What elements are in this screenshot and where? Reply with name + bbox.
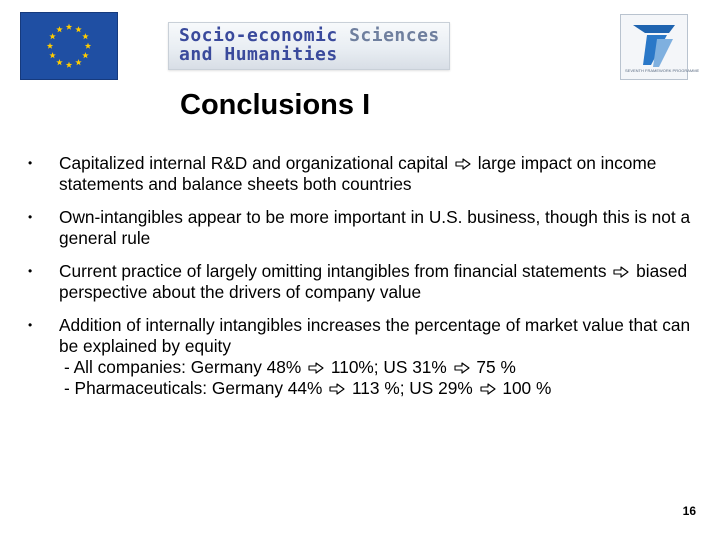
fp7-logo	[620, 14, 700, 80]
banner-word: Sciences	[349, 25, 440, 46]
sub-line	[59, 378, 698, 399]
eu-star-icon	[75, 59, 81, 65]
bullet-text: Own-intangibles appear to be more important in U.S. business, though this is not a general rule	[59, 207, 691, 248]
eu-flag-logo	[20, 12, 118, 80]
eu-star-icon	[47, 43, 53, 49]
banner-word: Socio-economic	[179, 25, 338, 46]
bullet-icon: •	[28, 264, 33, 278]
right-arrow-icon	[455, 158, 471, 170]
right-arrow-icon	[613, 266, 629, 278]
eu-star-icon	[49, 52, 55, 58]
slide-title: Conclusions I	[180, 89, 371, 121]
bullet-text: Current practice of largely omitting intangibles from financial statements	[59, 261, 607, 281]
eu-star-icon	[56, 59, 62, 65]
eu-star-icon	[82, 33, 88, 39]
sub-text: - All companies: Germany 48%	[64, 357, 302, 377]
bullet-icon: •	[28, 318, 33, 332]
eu-star-icon	[75, 26, 81, 32]
bullet-item	[28, 261, 698, 303]
sub-line	[59, 357, 698, 378]
bullet-text: Addition of internally intangibles increases the percentage of market value that can be explained by equity	[59, 315, 691, 356]
eu-star-icon	[66, 24, 72, 30]
sub-text: 75 %	[476, 357, 516, 377]
eu-star-icon	[49, 33, 55, 39]
sub-text: - Pharmaceuticals: Germany 44%	[64, 378, 323, 398]
bullet-text: Capitalized internal R&D and organizational capital	[59, 153, 449, 173]
banner-line-2	[179, 45, 338, 65]
bullet-text: large impact on income statements and balance sheets both countries	[59, 153, 657, 194]
eu-star-icon	[85, 43, 91, 49]
right-arrow-icon	[329, 383, 345, 395]
sub-text: 113 %; US 29%	[351, 378, 473, 398]
bullet-item	[28, 315, 698, 399]
bullet-text: biased perspective about the drivers of company value	[59, 261, 688, 302]
bullet-item	[28, 153, 698, 195]
bullet-icon: •	[28, 210, 33, 224]
right-arrow-icon	[308, 362, 324, 374]
fp7-caption: SEVENTH FRAMEWORK PROGRAMME	[625, 68, 700, 73]
ssh-banner-logo	[168, 22, 450, 70]
banner-word: and	[179, 44, 214, 65]
eu-star-icon	[66, 62, 72, 68]
banner-word: Humanities	[224, 44, 338, 65]
bullet-list	[28, 153, 698, 399]
bullet-item	[28, 207, 698, 249]
eu-star-icon	[56, 26, 62, 32]
right-arrow-icon	[454, 362, 470, 374]
bullet-icon: •	[28, 156, 33, 170]
sub-text: 110%; US 31%	[330, 357, 447, 377]
eu-star-icon	[82, 52, 88, 58]
right-arrow-icon	[480, 383, 496, 395]
page-number: 16	[682, 504, 696, 518]
eu-stars-icon	[21, 13, 117, 79]
sub-text: 100 %	[502, 378, 552, 398]
banner-line-1	[179, 26, 440, 46]
